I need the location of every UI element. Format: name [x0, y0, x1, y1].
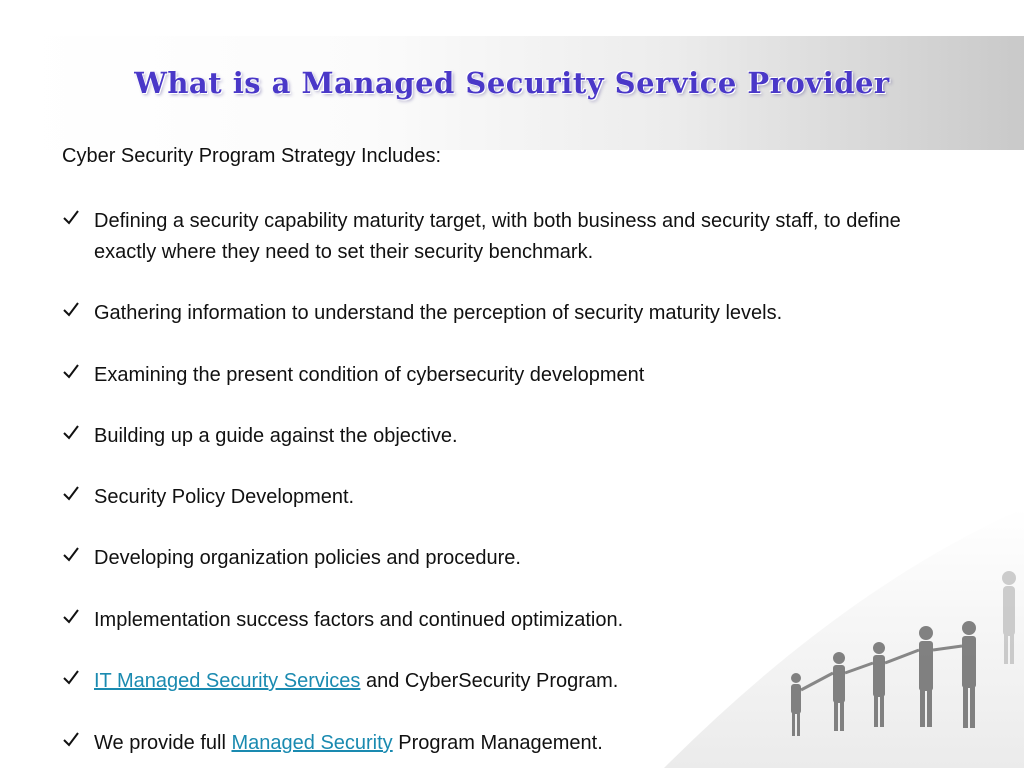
checkmark-icon: [62, 363, 80, 381]
bullet-item: [62, 298, 942, 329]
checkmark-icon: [62, 485, 80, 503]
checkmark-icon: [62, 669, 80, 687]
checkmark-icon: [62, 731, 80, 749]
bullet-text: Examining the present condition of cybersecurity development: [94, 364, 645, 386]
bullet-text: Security Policy Development.: [94, 486, 355, 508]
bullet-text-prefix: We provide full: [94, 732, 232, 754]
intro-text: Cyber Security Program Strategy Includes:: [62, 145, 442, 167]
slide-title: What is a Managed Security Service Provider: [134, 66, 890, 100]
bullet-text-suffix: and CyberSecurity Program.: [360, 670, 619, 692]
bullet-text: Implementation success factors and continued optimization.: [94, 609, 624, 631]
bullet-item: [62, 360, 942, 391]
managed-security-link[interactable]: Managed Security: [231, 732, 393, 754]
bullet-text-suffix: Program Management.: [392, 732, 603, 754]
checkmark-icon: [62, 424, 80, 442]
checkmark-icon: [62, 301, 80, 319]
bullet-item: [62, 421, 942, 452]
bullet-text: Developing organization policies and procedure.: [94, 547, 521, 569]
it-managed-security-services-link[interactable]: IT Managed Security Services: [94, 670, 361, 692]
checkmark-icon: [62, 546, 80, 564]
bullet-text: Building up a guide against the objective.: [94, 425, 458, 447]
checkmark-icon: [62, 608, 80, 626]
business-people-graphic: [664, 468, 1024, 768]
bullet-text: Defining a security capability maturity target, with both business and security staff, to define exactly where they need to set their security benchmark.: [94, 210, 901, 263]
checkmark-icon: [62, 209, 80, 227]
bullet-text: Gathering information to understand the perception of security maturity levels.: [94, 302, 783, 324]
bullet-item: [62, 206, 942, 268]
